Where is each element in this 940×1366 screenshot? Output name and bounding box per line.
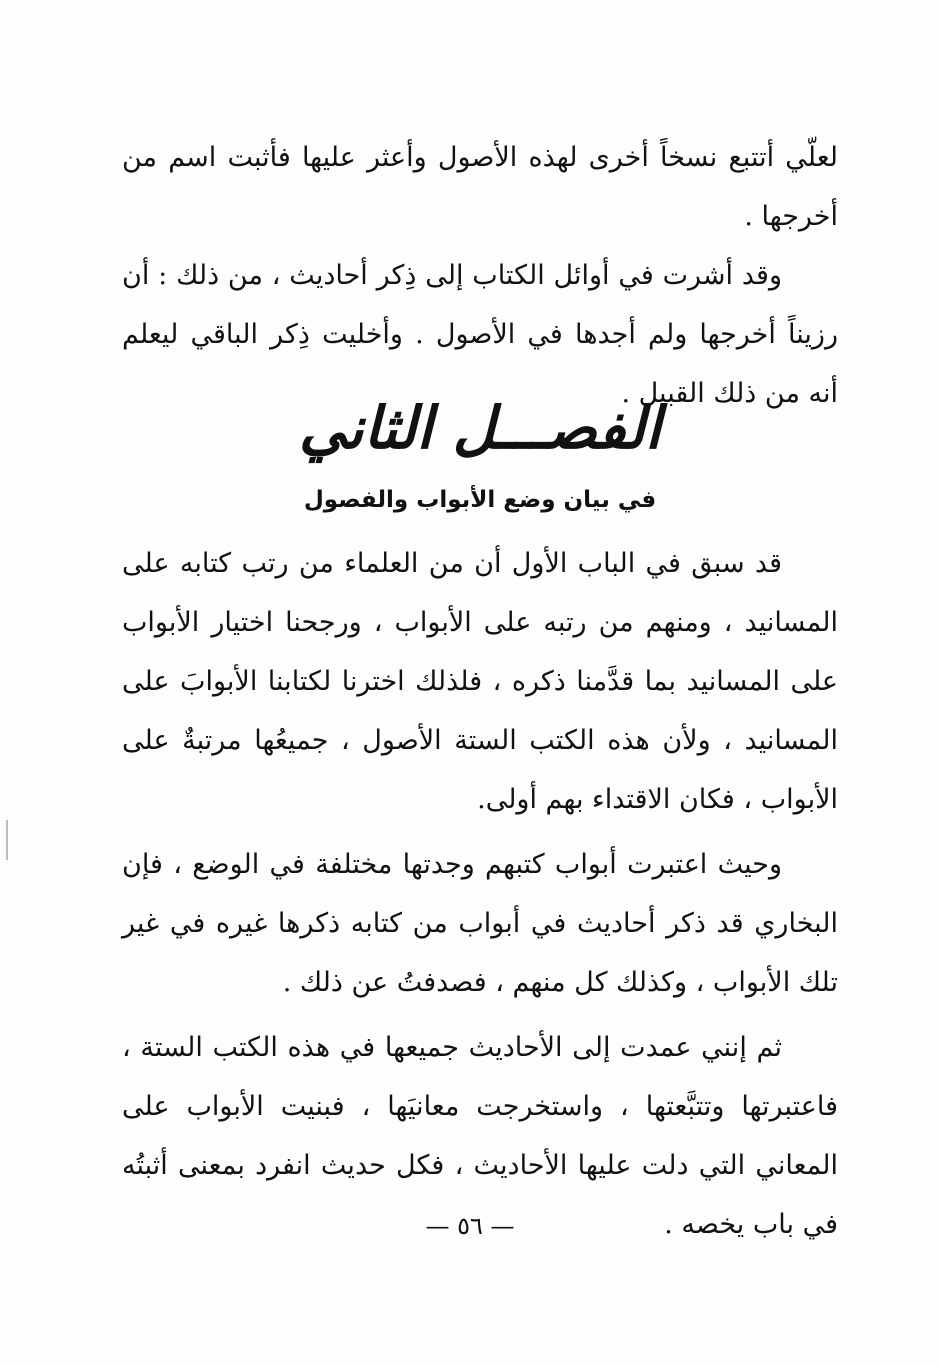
- chapter-body: [122, 534, 838, 1254]
- intro-section: [122, 128, 838, 423]
- body-paragraph-2: وحيث اعتبرت أبواب كتبهم وجدتها مختلفة في الوضع ، فإن البخاري قد ذكر أحاديث في أبواب من كتابه ذكرها غيره في غير تلك الأبواب ، وكذلك كل منهم ، فصدفتُ عن ذلك .: [122, 849, 838, 998]
- body-paragraph-1: قد سبق في الباب الأول أن من العلماء من رتب كتابه على المسانيد ، ومنهم من رتبه على الأبواب ، ورجحنا اختيار الأبواب على المسانيد بما قدَّمنا ذكره ، فلذلك اخترنا لكتابنا الأبوابَ على المسانيد ، ولأن هذه الكتب الستة الأصول ، جميعُها مرتبةٌ على الأبواب ، فكان الاقتداء بهم أولى.: [122, 548, 838, 815]
- chapter-subtitle: في بيان وضع الأبواب والفصول: [303, 487, 657, 513]
- page-number: — ٥٦ —: [425, 1212, 515, 1240]
- page-edge-mark: [6, 820, 8, 860]
- intro-paragraph-1: لعلّي أتتبع نسخاً أخرى لهذه الأصول وأعثر عليها فأثبت اسم من أخرجها .: [122, 142, 838, 232]
- chapter-title: الفصـــل الثاني: [299, 394, 661, 462]
- body-paragraph-3: ثم إنني عمدت إلى الأحاديث جميعها في هذه الكتب الستة ، فاعتبرتها وتتبَّعتها ، واستخرجت معانيَها ، فبنيت الأبواب على المعاني التي دلت عليها الأحاديث ، فكل حديث انفرد بمعنى أثبتُه في باب يخصه .: [122, 1032, 838, 1240]
- intro-paragraph-2: وقد أشرت في أوائل الكتاب إلى ذِكر أحاديث ، من ذلك : أن رزيناً أخرجها ولم أجدها في الأصول . وأخليت ذِكر الباقي ليعلم أنه من ذلك القبيل .: [122, 260, 838, 409]
